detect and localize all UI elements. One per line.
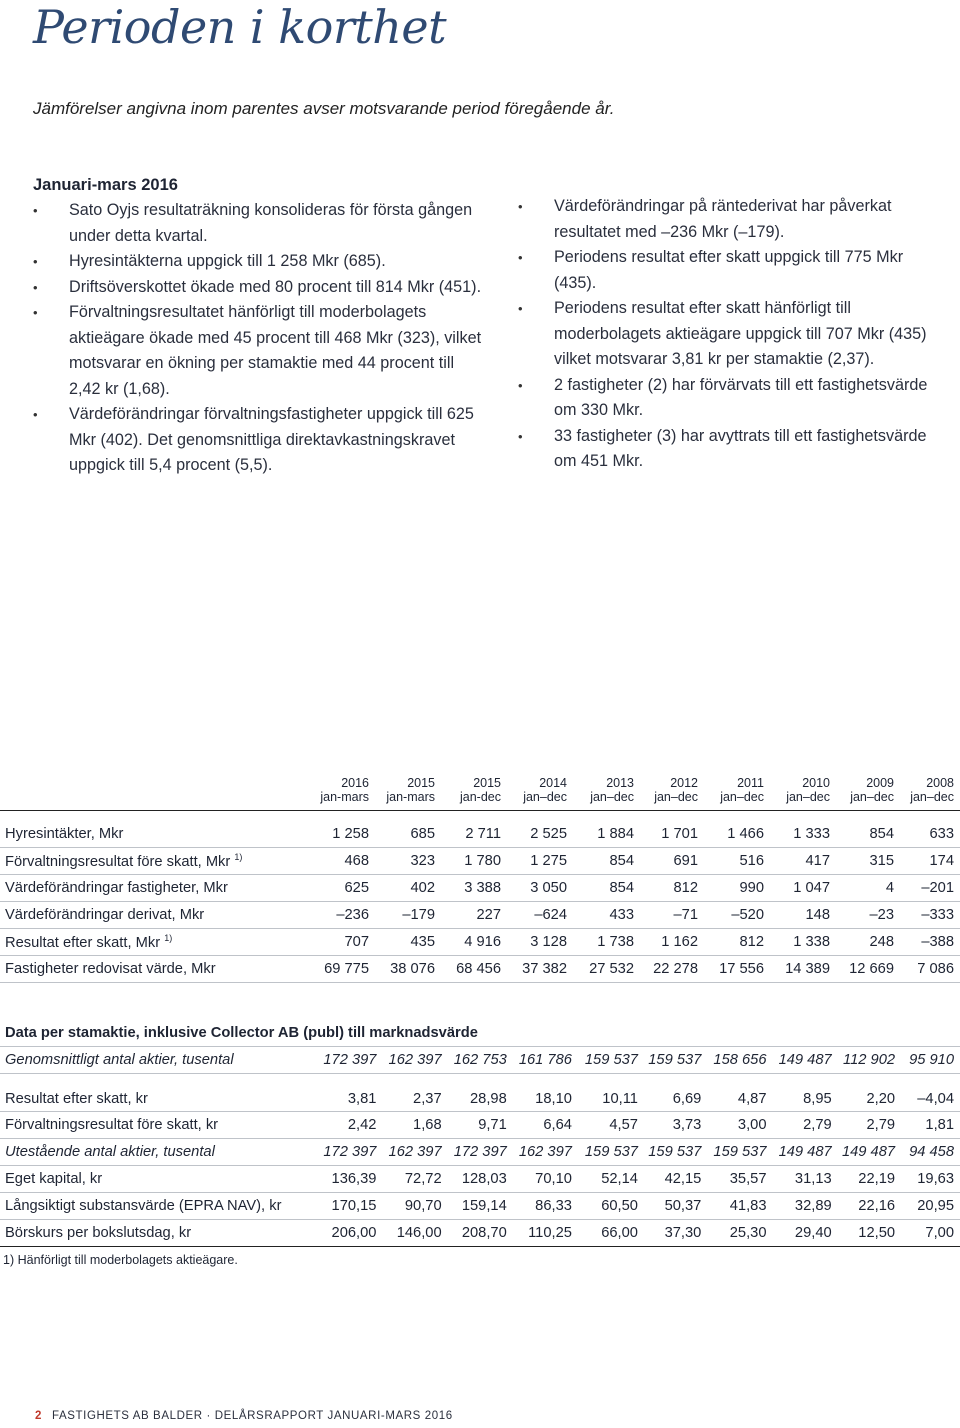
table-cell: 159 537 — [707, 1139, 772, 1166]
table-cell: 417 — [770, 848, 836, 875]
table-row — [0, 1074, 960, 1112]
column-header — [900, 776, 960, 811]
table-cell: –236 — [275, 902, 375, 929]
table-cell: 69 775 — [275, 956, 375, 983]
table-cell: 159 537 — [578, 1047, 644, 1074]
table-cell: 323 — [375, 848, 441, 875]
bullet-item: • Periodens resultat efter skatt uppgick till 775 Mkr (435). — [518, 245, 948, 296]
column-year: 2016 — [341, 776, 369, 790]
column-year: 2015 — [407, 776, 435, 790]
per-share-heading: Data per stamaktie, inklusive Collector AB (publ) till marknadsvärde — [0, 1020, 960, 1047]
row-label — [0, 929, 275, 956]
table-cell: –388 — [900, 929, 960, 956]
table-cell: 42,15 — [644, 1166, 707, 1193]
table-cell: 2,37 — [382, 1074, 447, 1112]
table-row — [0, 929, 960, 956]
bullet-item: • Värdeförändringar förvaltningsfastigheter uppgick till 625 Mkr (402). Det genomsnittliga direktavkastningskravet uppgick till 5,4 procent (5,5). — [33, 402, 488, 479]
column-period: jan–dec — [786, 790, 830, 804]
table-cell: 161 786 — [513, 1047, 578, 1074]
table-cell: 1 466 — [704, 811, 770, 848]
table-cell: 22,16 — [838, 1193, 901, 1220]
right-bullet-list — [518, 194, 948, 475]
table-cell: 4 — [836, 875, 900, 902]
row-label-text: Hyresintäkter, Mkr — [5, 826, 124, 842]
table-row — [0, 1166, 960, 1193]
footer-text: FASTIGHETS AB BALDER · DELÅRSRAPPORT JANUARI-MARS 2016 — [52, 1410, 453, 1422]
bullet-item: • Förvaltningsresultatet hänförligt till moderbolagets aktieägare ökade med 45 procent till 468 Mkr (323), vilket motsvarar en ökning per stamaktie med 44 procent till 2,42 kr (1,68). — [33, 300, 488, 402]
table-cell: 812 — [704, 929, 770, 956]
key-figures-header-row — [0, 776, 960, 811]
row-label — [0, 848, 275, 875]
table-cell: 22 278 — [640, 956, 704, 983]
column-header — [640, 776, 704, 811]
table-row — [0, 811, 960, 848]
table-cell: 12 669 — [836, 956, 900, 983]
table-cell: 6,69 — [644, 1074, 707, 1112]
table-cell: 625 — [275, 875, 375, 902]
bullet-item: • Värdeförändringar på räntederivat har påverkat resultatet med –236 Mkr (–179). — [518, 194, 948, 245]
table-cell: 206,00 — [287, 1220, 382, 1247]
column-year: 2010 — [802, 776, 830, 790]
table-cell: 68 456 — [441, 956, 507, 983]
table-cell: 3 128 — [507, 929, 573, 956]
table-cell: 136,39 — [287, 1166, 382, 1193]
table-cell: 1 047 — [770, 875, 836, 902]
table-cell: 6,64 — [513, 1112, 578, 1139]
footnote-marker: 1) — [234, 852, 243, 863]
table-cell: –333 — [900, 902, 960, 929]
table-row — [0, 956, 960, 983]
table-cell: 146,00 — [382, 1220, 447, 1247]
column-year: 2012 — [670, 776, 698, 790]
row-label: Resultat efter skatt, kr — [0, 1074, 287, 1112]
row-label — [0, 811, 275, 848]
table-cell: 41,83 — [707, 1193, 772, 1220]
column-header — [573, 776, 640, 811]
table-cell: 20,95 — [901, 1193, 960, 1220]
table-cell: 1 338 — [770, 929, 836, 956]
table-cell: 1 333 — [770, 811, 836, 848]
page-subtitle: Jämförelser angivna inom parentes avser motsvarande period föregående år. — [33, 99, 615, 118]
table-cell: 172 397 — [287, 1047, 382, 1074]
table-cell: 50,37 — [644, 1193, 707, 1220]
table-cell: 149 487 — [773, 1139, 838, 1166]
left-bullet-list — [33, 198, 488, 479]
table-cell: 27 532 — [573, 956, 640, 983]
summary-right-column — [518, 194, 948, 475]
column-period: jan–dec — [654, 790, 698, 804]
table-cell: 2 525 — [507, 811, 573, 848]
table-cell: 19,63 — [901, 1166, 960, 1193]
table-cell: 37 382 — [507, 956, 573, 983]
table-cell: 1,81 — [901, 1112, 960, 1139]
column-year: 2011 — [737, 776, 764, 790]
bullet-item: • Driftsöverskottet ökade med 80 procent till 814 Mkr (451). — [33, 275, 488, 301]
table-cell: 22,19 — [838, 1166, 901, 1193]
bullet-item: • Hyresintäkterna uppgick till 1 258 Mkr (685). — [33, 249, 488, 275]
table-cell: 3 050 — [507, 875, 573, 902]
column-header — [275, 776, 375, 811]
table-row — [0, 1193, 960, 1220]
table-cell: 1 701 — [640, 811, 704, 848]
table-cell: 162 397 — [513, 1139, 578, 1166]
table-cell: 9,71 — [448, 1112, 513, 1139]
table-row — [0, 1139, 960, 1166]
column-year: 2008 — [926, 776, 954, 790]
table-cell: 35,57 — [707, 1166, 772, 1193]
table-cell: 1 884 — [573, 811, 640, 848]
table-cell: 1 780 — [441, 848, 507, 875]
table-cell: 2,42 — [287, 1112, 382, 1139]
column-period: jan-dec — [460, 790, 501, 804]
table-cell: 7,00 — [901, 1220, 960, 1247]
table-cell: –179 — [375, 902, 441, 929]
column-header — [441, 776, 507, 811]
table-cell: 18,10 — [513, 1074, 578, 1112]
table-cell: 1 275 — [507, 848, 573, 875]
column-header — [704, 776, 770, 811]
key-figures-table — [0, 776, 960, 983]
table-cell: 12,50 — [838, 1220, 901, 1247]
table-cell: 110,25 — [513, 1220, 578, 1247]
table-row — [0, 1047, 960, 1074]
row-label-text: Förvaltningsresultat före skatt, Mkr — [5, 853, 231, 870]
header-spacer — [0, 776, 275, 811]
table-cell: 1 162 — [640, 929, 704, 956]
table-cell: 31,13 — [773, 1166, 838, 1193]
column-period: jan–dec — [910, 790, 954, 804]
bullet-item: • 2 fastigheter (2) har förvärvats till ett fastighetsvärde om 330 Mkr. — [518, 373, 948, 424]
table-cell: 3,73 — [644, 1112, 707, 1139]
column-year: 2015 — [473, 776, 501, 790]
table-cell: 8,95 — [773, 1074, 838, 1112]
table-cell: 10,11 — [578, 1074, 644, 1112]
column-year: 2014 — [539, 776, 567, 790]
table-cell: 172 397 — [287, 1139, 382, 1166]
table-cell: 52,14 — [578, 1166, 644, 1193]
page-number: 2 — [35, 1410, 42, 1422]
table-cell: 1 738 — [573, 929, 640, 956]
bullet-item: • Sato Oyjs resultaträkning konsolideras för första gången under detta kvartal. — [33, 198, 488, 249]
table-cell: 2,79 — [773, 1112, 838, 1139]
table-cell: 37,30 — [644, 1220, 707, 1247]
table-cell: 159 537 — [644, 1139, 707, 1166]
table-cell: 990 — [704, 875, 770, 902]
row-label: Utestående antal aktier, tusental — [0, 1139, 287, 1166]
table-cell: 1,68 — [382, 1112, 447, 1139]
table-cell: 3 388 — [441, 875, 507, 902]
table-cell: 25,30 — [707, 1220, 772, 1247]
table-row — [0, 1112, 960, 1139]
summary-left-column — [33, 172, 488, 479]
table-cell: 854 — [573, 848, 640, 875]
row-label-text: Värdeförändringar derivat, Mkr — [5, 907, 205, 923]
table-cell: 707 — [275, 929, 375, 956]
table-cell: 28,98 — [448, 1074, 513, 1112]
table-cell: 2,20 — [838, 1074, 901, 1112]
row-label-text: Resultat efter skatt, Mkr — [5, 934, 161, 951]
row-label — [0, 902, 275, 929]
table-cell: 159 537 — [644, 1047, 707, 1074]
table-cell: 315 — [836, 848, 900, 875]
table-cell: 158 656 — [707, 1047, 772, 1074]
column-header — [836, 776, 900, 811]
table-cell: 86,33 — [513, 1193, 578, 1220]
table-cell: –624 — [507, 902, 573, 929]
table-cell: –71 — [640, 902, 704, 929]
table-cell: 162 753 — [448, 1047, 513, 1074]
table-cell: 14 389 — [770, 956, 836, 983]
table-cell: 149 487 — [838, 1139, 901, 1166]
table-cell: 227 — [441, 902, 507, 929]
table-cell: 208,70 — [448, 1220, 513, 1247]
table-cell: 94 458 — [901, 1139, 960, 1166]
per-share-heading-row — [0, 1020, 960, 1047]
table-row — [0, 848, 960, 875]
table-cell: 90,70 — [382, 1193, 447, 1220]
table-cell: 3,00 — [707, 1112, 772, 1139]
table-cell: 4 916 — [441, 929, 507, 956]
column-period: jan–dec — [590, 790, 634, 804]
table-cell: 17 556 — [704, 956, 770, 983]
row-label — [0, 875, 275, 902]
table-cell: 60,50 — [578, 1193, 644, 1220]
column-header — [507, 776, 573, 811]
table-cell: 149 487 — [773, 1047, 838, 1074]
table-cell: 516 — [704, 848, 770, 875]
row-label: Långsiktigt substansvärde (EPRA NAV), kr — [0, 1193, 287, 1220]
table-cell: 172 397 — [448, 1139, 513, 1166]
bullet-item: • 33 fastigheter (3) har avyttrats till ett fastighetsvärde om 451 Mkr. — [518, 424, 948, 475]
table-cell: 4,57 — [578, 1112, 644, 1139]
page-footer — [35, 1410, 453, 1422]
table-cell: 38 076 — [375, 956, 441, 983]
column-period: jan-mars — [386, 790, 435, 804]
row-label: Börskurs per bokslutsdag, kr — [0, 1220, 287, 1247]
table-row — [0, 1220, 960, 1247]
table-cell: 2 711 — [441, 811, 507, 848]
column-period: jan–dec — [720, 790, 764, 804]
table-cell: 174 — [900, 848, 960, 875]
table-cell: 170,15 — [287, 1193, 382, 1220]
table-cell: 66,00 — [578, 1220, 644, 1247]
table-cell: 4,87 — [707, 1074, 772, 1112]
table-cell: 159,14 — [448, 1193, 513, 1220]
table-cell: 248 — [836, 929, 900, 956]
row-label — [0, 956, 275, 983]
table-cell: 854 — [836, 811, 900, 848]
table-cell: 148 — [770, 902, 836, 929]
table-cell: 112 902 — [838, 1047, 901, 1074]
bullet-item: • Periodens resultat efter skatt hänförligt till moderbolagets aktieägare uppgick till 707 Mkr (435) vilket motsvarar 3,81 kr per stamaktie (2,37). — [518, 296, 948, 373]
table-cell: 633 — [900, 811, 960, 848]
table-cell: 32,89 — [773, 1193, 838, 1220]
table-cell: 468 — [275, 848, 375, 875]
table-cell: 162 397 — [382, 1047, 447, 1074]
column-period: jan–dec — [523, 790, 567, 804]
table-cell: –520 — [704, 902, 770, 929]
footnote: 1) Hänförligt till moderbolagets aktieägare. — [3, 1253, 238, 1267]
table-cell: 3,81 — [287, 1074, 382, 1112]
table-cell: 433 — [573, 902, 640, 929]
row-label: Genomsnittligt antal aktier, tusental — [0, 1047, 287, 1074]
table-cell: 7 086 — [900, 956, 960, 983]
column-header — [375, 776, 441, 811]
table-cell: 402 — [375, 875, 441, 902]
row-label-text: Värdeförändringar fastigheter, Mkr — [5, 880, 228, 896]
table-cell: 691 — [640, 848, 704, 875]
column-period: jan–dec — [850, 790, 894, 804]
table-cell: 812 — [640, 875, 704, 902]
table-cell: 435 — [375, 929, 441, 956]
column-header — [770, 776, 836, 811]
table-cell: –201 — [900, 875, 960, 902]
table-row — [0, 902, 960, 929]
table-cell: 70,10 — [513, 1166, 578, 1193]
table-cell: 854 — [573, 875, 640, 902]
table-row — [0, 875, 960, 902]
table-cell: 29,40 — [773, 1220, 838, 1247]
row-label: Förvaltningsresultat före skatt, kr — [0, 1112, 287, 1139]
table-cell: 95 910 — [901, 1047, 960, 1074]
table-cell: 159 537 — [578, 1139, 644, 1166]
page-title: Perioden i korthet — [33, 0, 447, 54]
table-cell: 2,79 — [838, 1112, 901, 1139]
column-year: 2013 — [606, 776, 634, 790]
table-cell: 128,03 — [448, 1166, 513, 1193]
footnote-marker: 1) — [164, 933, 173, 944]
section-heading: Januari-mars 2016 — [33, 176, 178, 194]
column-period: jan-mars — [320, 790, 369, 804]
key-figures-body — [0, 811, 960, 983]
table-cell: 162 397 — [382, 1139, 447, 1166]
column-year: 2009 — [866, 776, 894, 790]
table-cell: 1 258 — [275, 811, 375, 848]
table-cell: –23 — [836, 902, 900, 929]
table-cell: 72,72 — [382, 1166, 447, 1193]
row-label-text: Fastigheter redovisat värde, Mkr — [5, 961, 216, 977]
per-share-table — [0, 1020, 960, 1247]
table-cell: –4,04 — [901, 1074, 960, 1112]
table-cell: 685 — [375, 811, 441, 848]
row-label: Eget kapital, kr — [0, 1166, 287, 1193]
